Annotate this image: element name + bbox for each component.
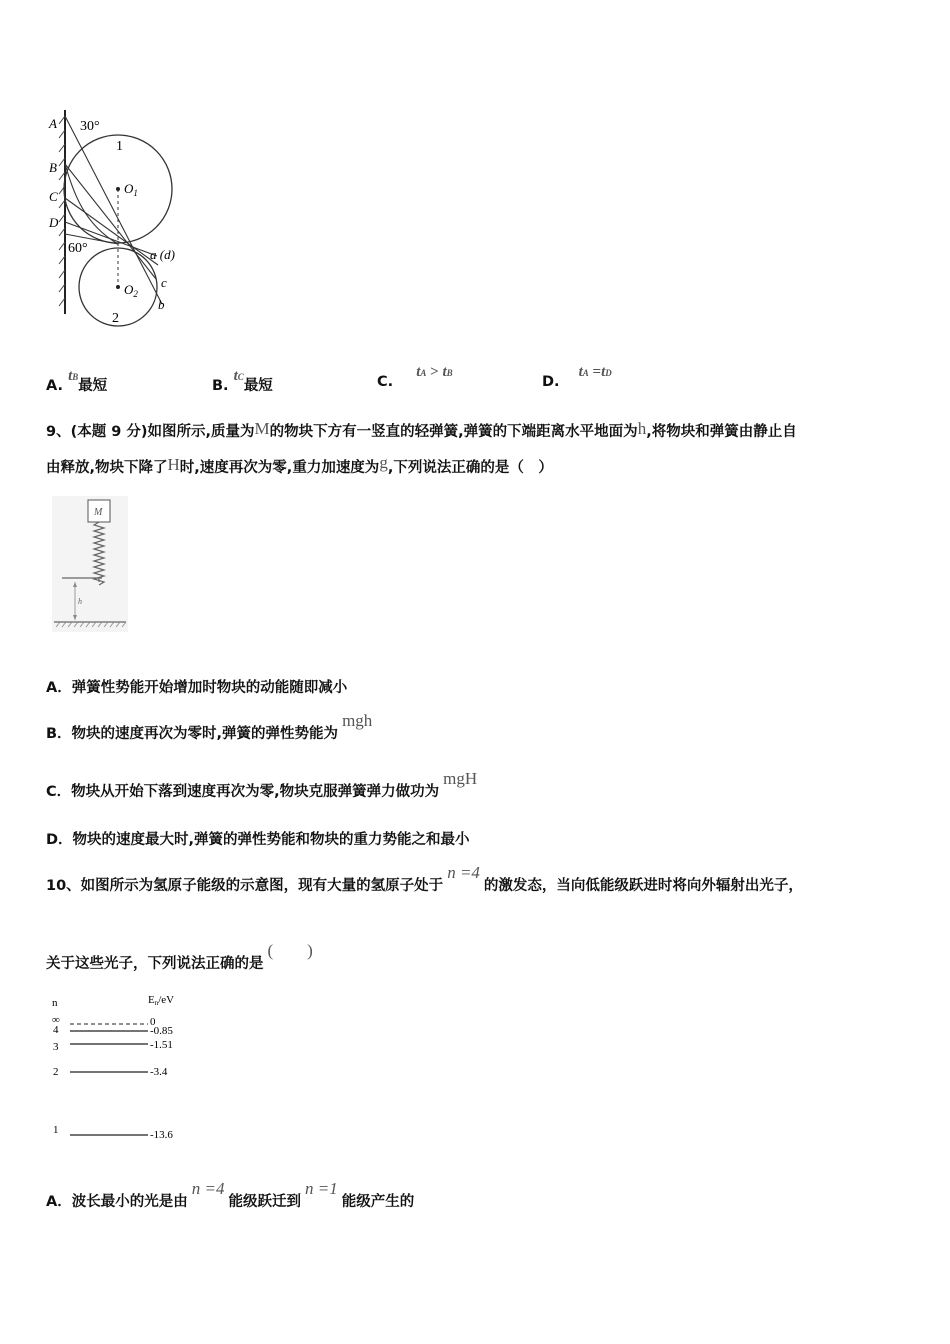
spring-figure	[52, 496, 128, 632]
level-e-4: -0.85	[150, 1025, 173, 1037]
level-e-1: -13.6	[150, 1129, 173, 1141]
q8-option-c[interactable]: C. tA > tB	[377, 364, 453, 390]
e-axis-label: En/eV	[148, 994, 175, 1007]
angle-60: 60°	[68, 241, 88, 256]
q10-option-a[interactable]: A．波长最小的光是由n =4能级跃迁到n =1能级产生的	[46, 1179, 415, 1210]
q9-stem-line2: 由释放,物块下降了H时,速度再次为零,重力加速度为g,下列说法正确的是（ ）	[46, 453, 553, 476]
label-c: C	[49, 189, 58, 204]
level-n-inf: ∞	[52, 1014, 60, 1026]
energy-level-figure	[46, 990, 196, 1142]
fig-h-label: h	[78, 597, 82, 606]
level-n-3: 3	[53, 1041, 59, 1053]
q8-option-d[interactable]: D. tA =tD	[542, 364, 612, 390]
circles-figure	[44, 104, 194, 334]
label-b-right: b	[158, 297, 165, 312]
q9-option-a[interactable]: A．弹簧性势能开始增加时物块的动能随即减小	[46, 680, 348, 696]
level-n-1: 1	[53, 1124, 59, 1136]
level-n-2: 2	[53, 1066, 59, 1078]
label-a: A	[49, 116, 57, 131]
label-ad: a (d)	[150, 247, 175, 262]
q10-stem-line1: 10、如图所示为氢原子能级的示意图，现有大量的氢原子处于n =4的激发态，当向低能级跃进时将向外辐射出光子，	[46, 863, 803, 894]
q8-option-a[interactable]: A. tB最短	[46, 368, 108, 394]
level-e-3: -1.51	[150, 1039, 173, 1051]
q8-option-b[interactable]: B. tC最短	[212, 368, 273, 394]
q9-option-b[interactable]: B．物块的速度再次为零时,弹簧的弹性势能为mgh	[46, 711, 373, 742]
label-b: B	[49, 160, 57, 175]
circle-2-label: 2	[112, 311, 119, 326]
o2-label: $O_2$	[124, 282, 138, 299]
q10-stem-line2: 关于这些光子，下列说法正确的是( )	[46, 941, 313, 972]
fig-m-label: M	[94, 507, 103, 518]
angle-30: 30°	[80, 119, 100, 134]
q9-option-c[interactable]: C．物块从开始下落到速度再次为零,物块克服弹簧弹力做功为mgH	[46, 769, 478, 800]
level-n-4: 4	[53, 1024, 59, 1036]
n-axis-label: n	[52, 997, 58, 1009]
label-d: D	[49, 215, 59, 230]
label-c-right: c	[161, 275, 167, 290]
level-e-2: -3.4	[150, 1066, 168, 1078]
q9-option-d[interactable]: D．物块的速度最大时,弹簧的弹性势能和物块的重力势能之和最小	[46, 832, 470, 848]
level-e-inf: 0	[150, 1016, 156, 1028]
q9-stem-line1: 9、(本题 9 分)如图所示,质量为M的物块下方有一竖直的轻弹簧,弹簧的下端距离水平地面为h,将物块和弹簧由静止自	[46, 419, 797, 440]
circle-1-label: 1	[116, 139, 123, 154]
o1-label: $O_1$	[124, 181, 138, 198]
